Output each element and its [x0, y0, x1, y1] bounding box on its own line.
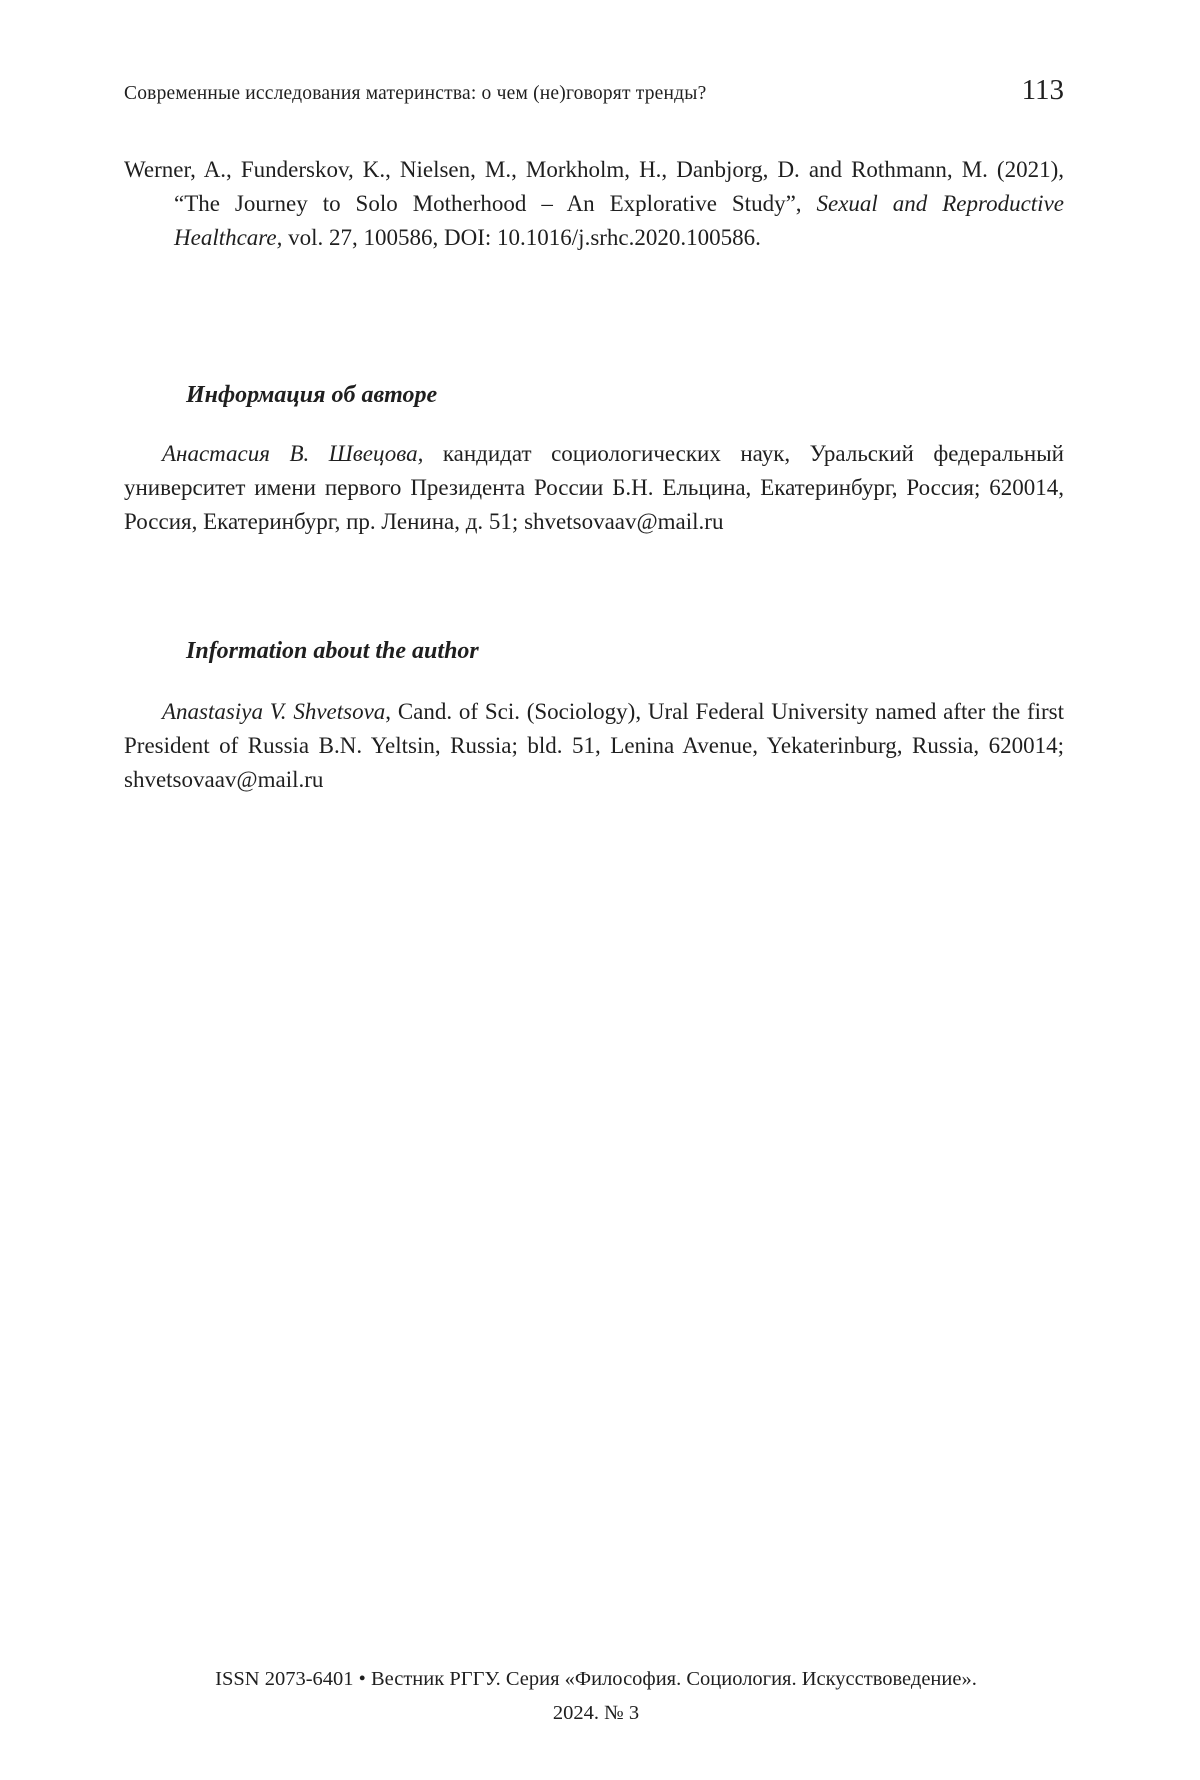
reference-citation	[124, 153, 1064, 255]
author-affiliation-en: , Cand. of Sci. (Sociology), Ural Federal University named after the first President of Russia B.N. Yeltsin, Russia; bld. 51, Lenina Avenue, Yekaterinburg, Russia, 620014; shvetsovaav@mail.ru	[124, 699, 1064, 792]
footer-issn-journal-line: ISSN 2073-6401 • Вестник РГГУ. Серия «Философия. Социология. Искусствоведение».	[215, 1668, 977, 1690]
section-heading-author-info-ru: Информация об авторе	[186, 381, 438, 408]
author-info-paragraph-en	[124, 695, 1064, 797]
author-info-paragraph-ru	[124, 437, 1064, 539]
author-name-en: Anastasiya V. Shvetsova	[162, 699, 386, 724]
running-head	[124, 76, 1064, 105]
reference-authors-text: Werner, A., Funderskov, K., Nielsen, M., Morkholm, H., Danbjorg, D. and Rothmann, M. (2021), “The Journey to Solo Motherhood – An Explorative Study”,	[124, 157, 1064, 216]
section-heading-author-info-en: Information about the author	[186, 637, 479, 664]
reference-volume-doi-text: vol. 27, 100586, DOI: 10.1016/j.srhc.2020.100586.	[282, 225, 761, 250]
footer-issue-line: 2024. № 3	[552, 1702, 640, 1724]
running-title: Современные исследования материнства: о чем (не)говорят тренды?	[124, 83, 707, 104]
author-name-ru: Анастасия В. Швецова,	[162, 441, 424, 466]
page-footer	[124, 1662, 1068, 1730]
page-number: 113	[1021, 74, 1064, 106]
reference-journal-title: Sexual and Reproductive Healthcare,	[174, 191, 1064, 250]
author-affiliation-ru: кандидат социологических наук, Уральский федеральный университет имени первого Президента России Б.Н. Ельцина, Екатеринбург, Россия; 620014, Россия, Екатеринбург, пр. Ленина, д. 51; shvetsovaav@mail.ru	[124, 441, 1064, 534]
